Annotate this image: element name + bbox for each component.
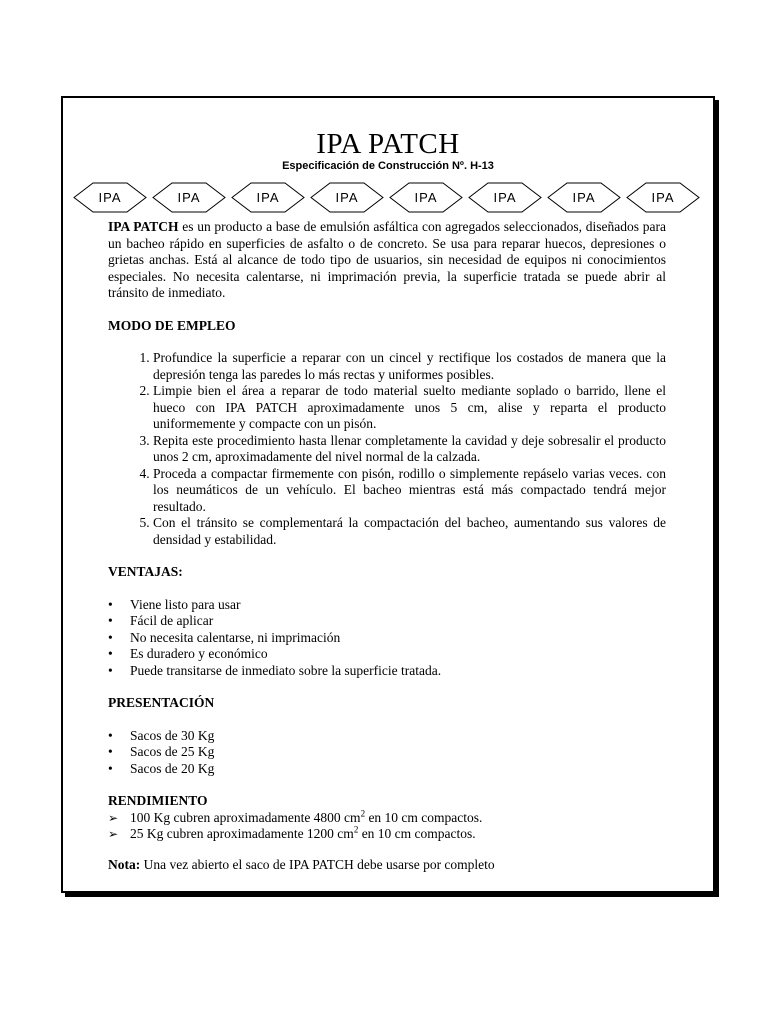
rendimiento-list — [108, 810, 666, 843]
nota-text: Una vez abierto el saco de IPA PATCH debe usarse por completo — [140, 856, 495, 872]
ipa-diamond: IPA — [389, 182, 463, 213]
intro-text: es un producto a base de emulsión asfáltica con agregados seleccionados, diseñados para un bacheo rápido en superficies de asfalto o de concreto. Se usa para reparar huecos, depresiones o grietas anchas. Está al alcance de todo tipo de usuarios, sin necesidad de equipos ni conocimientos especiales. No necesita calentarse, ni imprimación previa, la superficie tratada se puede abrir al tránsito de inmediato. — [108, 219, 666, 300]
ipa-diamond: IPA — [626, 182, 700, 213]
list-item: 4. Proceda a compactar firmemente con pisón, rodillo o simplemente repáselo varias veces. con los neumáticos de un vehículo. El bacheo mientras está más compactado tendrá mejor resultado. — [153, 466, 666, 516]
document-subtitle: Especificación de Construcción Nº. H-13 — [282, 160, 494, 172]
list-item: • Sacos de 25 Kg — [130, 744, 666, 761]
list-item: ➢ 25 Kg cubren aproximadamente 1200 $cm^2$ en 10 cm compactos. — [130, 826, 666, 843]
list-item: • Sacos de 30 Kg — [130, 728, 666, 745]
document-title: IPA PATCH — [316, 128, 460, 160]
list-item: 2. Limpie bien el área a reparar de todo material suelto mediante soplado o barrido, llene el hueco con IPA PATCH aproximadamente unos 5 cm, alise y reparta el producto uniformemente y compacte con un pisón. — [153, 383, 666, 433]
nota-paragraph — [108, 857, 666, 874]
list-item: • No necesita calentarse, ni imprimación — [130, 630, 666, 647]
ipa-diamond: IPA — [152, 182, 226, 213]
list-item: • Sacos de 20 Kg — [130, 761, 666, 778]
ipa-diamond: IPA — [310, 182, 384, 213]
presentacion-list — [108, 728, 666, 778]
ipa-diamond: IPA — [73, 182, 147, 213]
list-item: • Viene listo para usar — [130, 597, 666, 614]
list-item: • Puede transitarse de inmediato sobre la superficie tratada. — [130, 663, 666, 680]
ventajas-list — [108, 597, 666, 680]
modo-empleo-list — [108, 350, 666, 548]
list-item: 1. Profundice la superficie a reparar con un cincel y rectifique los costados de manera que la depresión tenga las paredes lo más rectas y uniformes posibles. — [153, 350, 666, 383]
list-item: • Es duradero y económico — [130, 646, 666, 663]
intro-paragraph — [108, 219, 666, 302]
ipa-diamond: IPA — [547, 182, 621, 213]
ipa-diamond: IPA — [468, 182, 542, 213]
list-item: 5. Con el tránsito se complementará la compactación del bacheo, aumentando sus valores de densidad y estabilidad. — [153, 515, 666, 548]
document-body — [108, 219, 666, 873]
rendimiento-heading: RENDIMIENTO — [108, 793, 208, 808]
ventajas-heading: VENTAJAS: — [108, 564, 183, 579]
presentacion-heading: PRESENTACIÓN — [108, 695, 215, 710]
list-item: • Fácil de aplicar — [130, 613, 666, 630]
list-item: 3. Repita este procedimiento hasta llenar completamente la cavidad y deje sobresalir el producto unos 2 cm, aproximadamente del nivel normal de la calzada. — [153, 433, 666, 466]
list-item: ➢ 100 Kg cubren aproximadamente 4800 $cm^2$ en 10 cm compactos. — [130, 810, 666, 827]
document-frame — [61, 96, 715, 893]
ipa-diamond: IPA — [231, 182, 305, 213]
diamond-banner — [63, 182, 715, 214]
modo-empleo-heading: MODO DE EMPLEO — [108, 317, 236, 333]
product-name: IPA PATCH — [108, 219, 179, 234]
nota-label: Nota: — [108, 856, 141, 872]
